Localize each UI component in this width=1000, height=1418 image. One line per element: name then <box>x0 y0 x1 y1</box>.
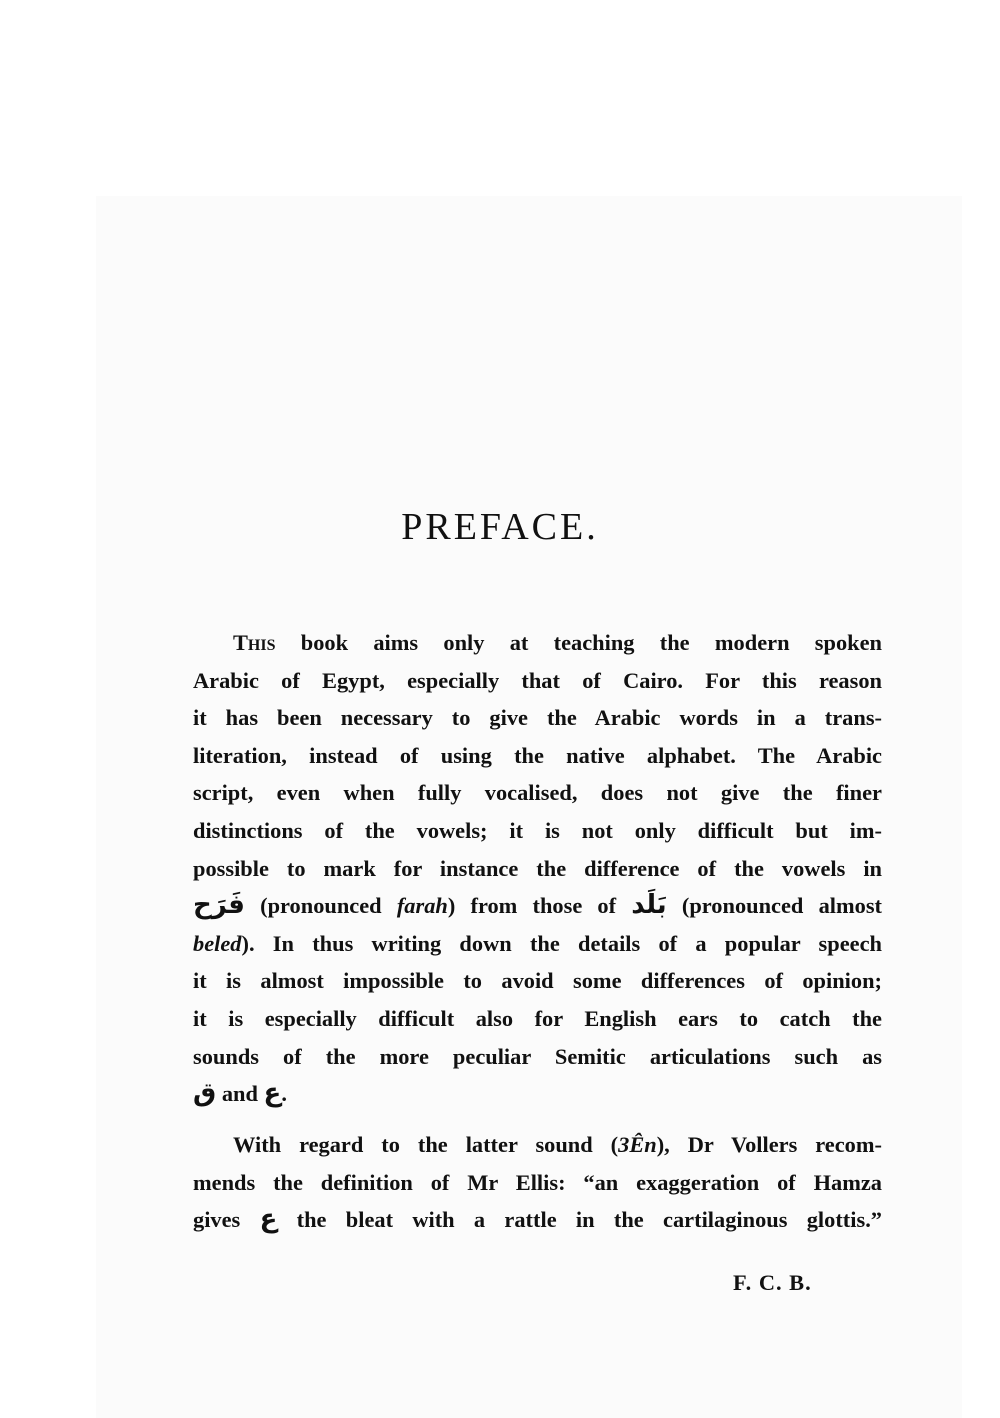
paragraph-line: Arabic of Egypt, especially that of Cairo. For this reason <box>193 667 882 693</box>
line-text: ) from those of <box>447 893 632 919</box>
paragraph-line <box>193 887 882 925</box>
line-text: ). In thus writing down the details of a popular speech <box>241 930 882 956</box>
transliteration-farah: farah <box>396 893 448 919</box>
paragraph-line <box>193 1075 882 1113</box>
arabic-letter-ain: ع <box>263 1078 282 1109</box>
line-text: and <box>216 1081 264 1107</box>
paragraph-line <box>193 925 882 963</box>
line-text: book aims only at teaching the modern spoken <box>275 630 882 655</box>
line-text: ), Dr Vollers recom- <box>656 1132 882 1157</box>
line-text: (pronounced <box>244 893 397 919</box>
paragraph-line <box>193 1201 882 1239</box>
paragraph-line: script, even when fully vocalised, does not give the finer <box>193 780 882 806</box>
line-text: the bleat with a rattle in the cartilaginous glottis.” <box>277 1207 882 1233</box>
paragraph-line: possible to mark for instance the difference of the vowels in <box>193 855 882 881</box>
transliteration-beled: beled <box>193 930 242 956</box>
line-text: . <box>281 1081 287 1107</box>
paragraph-line: it is almost impossible to avoid some differences of opinion; <box>193 968 882 994</box>
ain-transliteration: 3Ên <box>618 1132 657 1157</box>
arabic-letter-qaf: ق <box>193 1078 217 1109</box>
paragraph-1 <box>193 624 882 1113</box>
paragraph-line: it has been necessary to give the Arabic words in a trans- <box>193 705 882 731</box>
page-title: PREFACE. <box>401 506 599 548</box>
paragraph-line: sounds of the more peculiar Semitic articulations such as <box>193 1043 882 1069</box>
line-text: With regard to the latter sound ( <box>233 1132 619 1157</box>
arabic-word-beled: بَلَد <box>631 890 667 921</box>
line-text: (pronounced almost <box>666 893 883 919</box>
paragraph-line: distinctions of the vowels; it is not only difficult but im- <box>193 817 882 843</box>
paragraph-line <box>193 1126 882 1164</box>
arabic-word-farah: فَرَح <box>193 890 245 921</box>
arabic-letter-ain: ع <box>259 1204 278 1235</box>
paragraph-line: it is especially difficult also for English ears to catch the <box>193 1005 882 1031</box>
paragraph-line <box>193 624 882 662</box>
paragraph-line: mends the definition of Mr Ellis: “an exaggeration of Hamza <box>193 1169 882 1195</box>
author-initials: F. C. B. <box>733 1270 812 1295</box>
paragraph-2 <box>193 1126 882 1239</box>
line-text: gives <box>193 1207 260 1233</box>
paragraph-line: literation, instead of using the native alphabet. The Arabic <box>193 742 882 768</box>
lead-word: This <box>233 630 276 655</box>
